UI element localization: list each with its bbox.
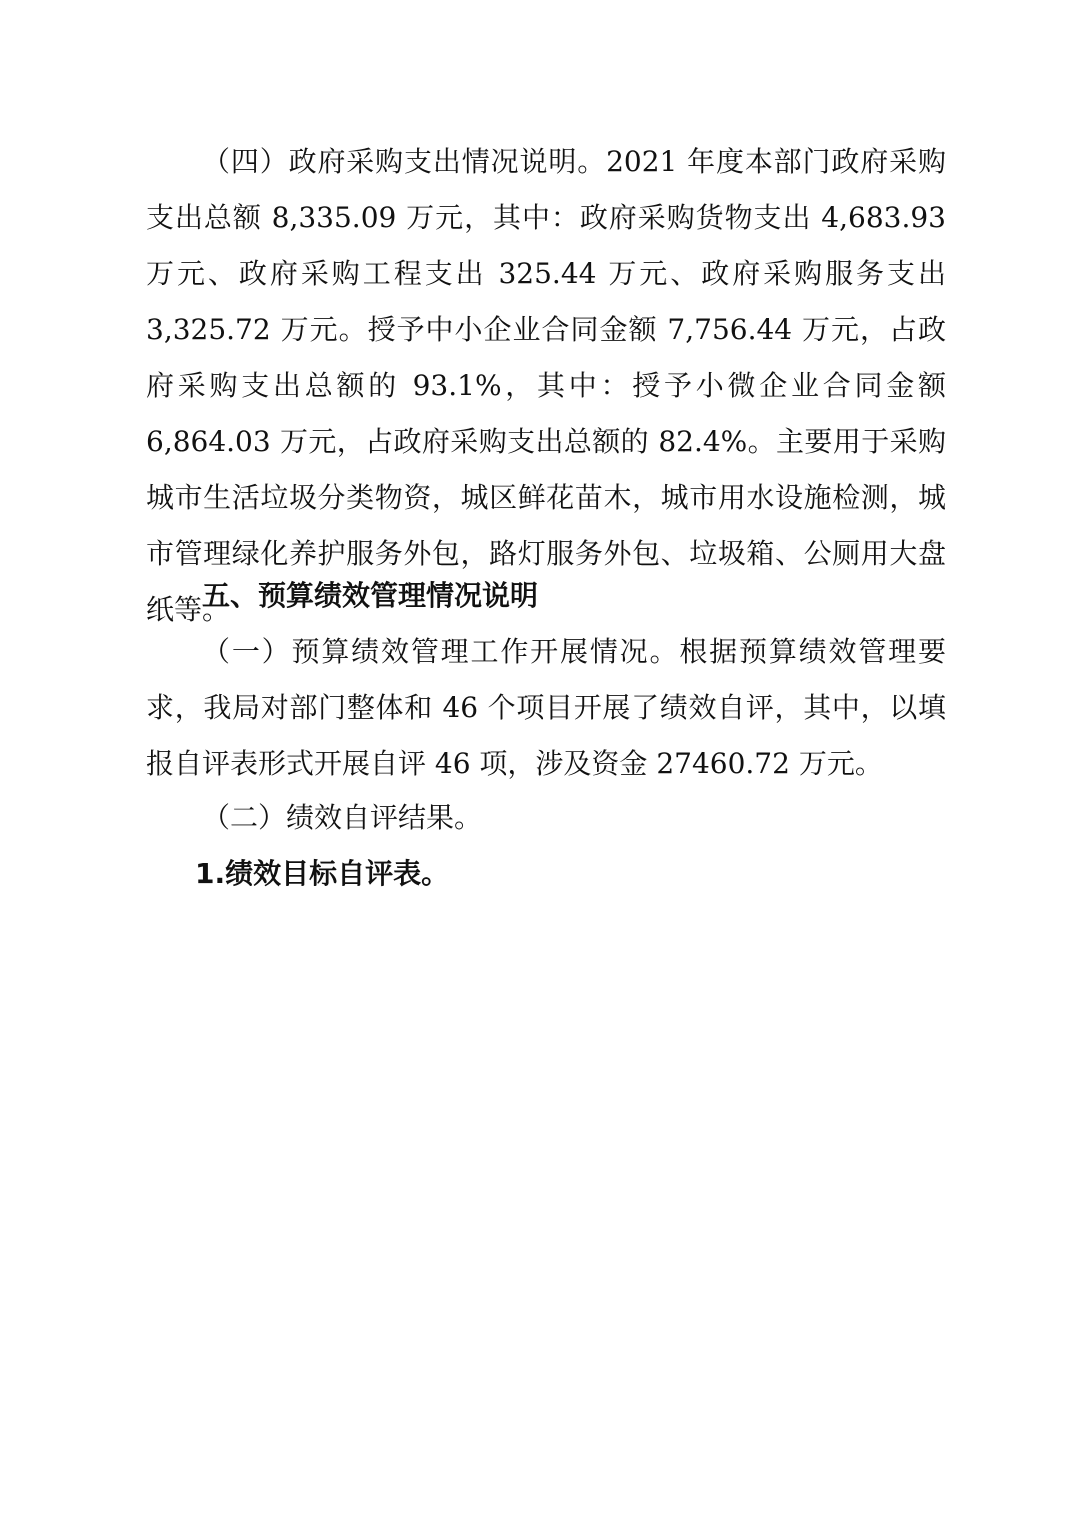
procurement-paragraph: （四）政府采购支出情况说明。2021 年度本部门政府采购支出总额 8,335.09 万元，其中：政府采购货物支出 4,683.93 万元、政府采购工程支出 325.44 万元、政府采购服务支出 3,325.72 万元。授予中小企业合同金额 7,756.44 万元，占政府采购支出总额的 93.1%，其中：授予小微企业合同金额 6,864.03 万元，占政府采购支出总额的 82.4%。主要用于采购城市生活垃圾分类物资，城区鲜花苗木，城市用水设施检测，城市管理绿化养护服务外包，路灯服务外包、垃圾箱、公厕用大盘纸等。: [146, 145, 946, 626]
item-one-heading: 1.绩效目标自评表。: [195, 857, 450, 890]
performance-work-paragraph: （一）预算绩效管理工作开展情况。根据预算绩效管理要求，我局对部门整体和 46 个项目开展了绩效自评，其中，以填报自评表形式开展自评 46 项，涉及资金 27460.72 万元。: [146, 635, 946, 780]
section-five-heading: 五、预算绩效管理情况说明: [202, 579, 539, 612]
self-eval-results-paragraph: （二）绩效自评结果。: [202, 801, 483, 834]
